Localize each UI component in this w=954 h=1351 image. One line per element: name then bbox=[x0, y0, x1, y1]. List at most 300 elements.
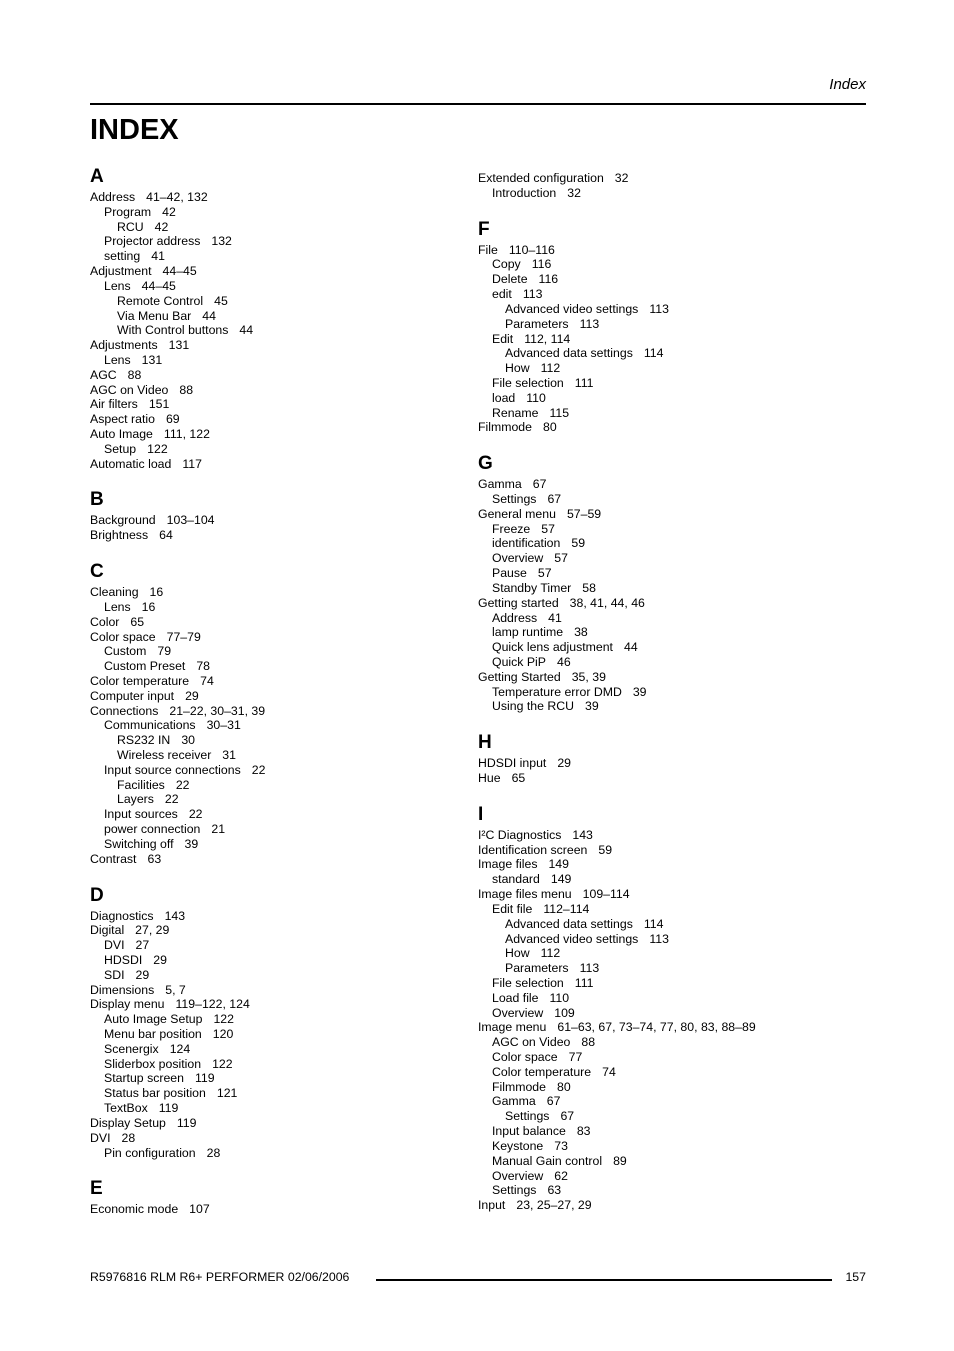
index-entry bbox=[478, 243, 848, 258]
index-entry-pages[interactable]: 22 bbox=[175, 777, 190, 792]
index-entry bbox=[90, 397, 460, 412]
index-entry bbox=[90, 338, 460, 353]
index-section-letter: I bbox=[478, 803, 484, 825]
index-entry-term: How bbox=[505, 361, 530, 376]
index-entry-term: Lens bbox=[104, 352, 131, 367]
index-entry-term: Aspect ratio bbox=[90, 412, 155, 427]
index-entry-pages[interactable]: 21–22, 30–31, 39 bbox=[169, 703, 266, 718]
index-entry bbox=[478, 1094, 848, 1109]
index-entry-pages[interactable]: 131 bbox=[168, 338, 190, 353]
index-entry bbox=[478, 581, 848, 596]
index-entry-term: Contrast bbox=[90, 851, 137, 866]
index-entry bbox=[478, 961, 848, 976]
index-entry bbox=[478, 685, 848, 700]
index-entry-pages[interactable]: 103–104 bbox=[166, 513, 215, 528]
index-entry-term: Diagnostics bbox=[90, 908, 154, 923]
index-entry bbox=[90, 983, 460, 998]
index-entry-pages[interactable]: 119 bbox=[176, 1115, 197, 1130]
index-entry bbox=[90, 909, 460, 924]
index-entry-term: DVI bbox=[90, 1130, 111, 1145]
index-entry bbox=[90, 630, 460, 645]
index-entry-term: AGC bbox=[90, 367, 117, 382]
index-entry-pages[interactable]: 151 bbox=[148, 397, 170, 412]
index-entry-pages[interactable]: 113 bbox=[522, 287, 543, 302]
index-entry-term: Auto Image Setup bbox=[104, 1012, 203, 1027]
index-entry-pages[interactable]: 57 bbox=[537, 566, 552, 581]
index-entry-term: How bbox=[505, 946, 530, 961]
index-entry-pages[interactable]: 39 bbox=[184, 836, 199, 851]
index-section-letter: B bbox=[90, 489, 104, 511]
index-entry-term: Image menu bbox=[478, 1020, 547, 1035]
index-entry-pages[interactable]: 74 bbox=[200, 673, 214, 688]
index-entry-pages[interactable]: 57 bbox=[541, 521, 555, 536]
index-entry bbox=[90, 748, 460, 763]
index-entry-pages[interactable]: 44 bbox=[202, 308, 216, 323]
index-entry-pages[interactable]: 22 bbox=[251, 762, 266, 777]
index-entry bbox=[478, 551, 848, 566]
index-entry bbox=[478, 361, 848, 376]
index-entry-pages[interactable]: 88 bbox=[581, 1035, 596, 1050]
index-entry bbox=[478, 976, 848, 991]
index-entry bbox=[90, 1086, 460, 1101]
index-entry bbox=[90, 968, 460, 983]
index-entry-term: Via Menu Bar bbox=[117, 308, 192, 323]
index-entry-term: Automatic load bbox=[90, 456, 172, 471]
index-entry-pages[interactable]: 39 bbox=[585, 699, 599, 714]
index-entry bbox=[90, 1146, 460, 1161]
index-entry bbox=[478, 756, 848, 771]
index-entry-term: DVI bbox=[104, 938, 125, 953]
index-entry bbox=[90, 1012, 460, 1027]
index-entry-pages[interactable]: 114 bbox=[643, 346, 664, 361]
index-entry-pages[interactable]: 44–45 bbox=[162, 264, 197, 279]
index-entry-pages[interactable]: 119–122, 124 bbox=[175, 997, 250, 1012]
index-entry-pages[interactable]: 65 bbox=[511, 771, 526, 785]
index-entry bbox=[478, 391, 848, 406]
index-entry-pages[interactable]: 44 bbox=[623, 640, 638, 655]
index-entry bbox=[90, 220, 460, 235]
index-entry-pages[interactable]: 111, 122 bbox=[163, 427, 210, 441]
index-entry bbox=[90, 953, 460, 968]
index-entry-pages[interactable]: 110–116 bbox=[508, 242, 555, 257]
index-entry bbox=[478, 1109, 848, 1124]
index-entry-term: Identification screen bbox=[478, 842, 588, 857]
index-entry-pages[interactable]: 73 bbox=[554, 1138, 568, 1153]
index-entry bbox=[478, 857, 848, 872]
index-entry-pages[interactable]: 111 bbox=[574, 975, 594, 990]
index-entry bbox=[478, 566, 848, 581]
index-entry bbox=[90, 1057, 460, 1072]
index-section bbox=[478, 732, 848, 786]
index-entry-pages[interactable]: 67 bbox=[547, 492, 562, 506]
index-entry bbox=[90, 763, 460, 778]
index-entry bbox=[478, 828, 848, 843]
index-entry-term: I²C Diagnostics bbox=[478, 827, 562, 842]
index-entry-term: Brightness bbox=[90, 528, 149, 543]
index-entry-pages[interactable]: 113 bbox=[649, 931, 669, 946]
index-entry-pages[interactable]: 39 bbox=[632, 684, 647, 699]
index-entry bbox=[478, 1065, 848, 1080]
index-entry-term: Freeze bbox=[492, 521, 531, 536]
index-entry bbox=[90, 852, 460, 867]
index-entry-pages[interactable]: 122 bbox=[147, 441, 168, 456]
index-entry-pages[interactable]: 80 bbox=[556, 1079, 571, 1094]
index-entry-pages[interactable]: 41 bbox=[151, 249, 165, 264]
index-entry-term: edit bbox=[492, 287, 512, 302]
index-entry-pages[interactable]: 5, 7 bbox=[165, 982, 186, 997]
index-entry-term: Adjustments bbox=[90, 338, 158, 353]
index-column-right bbox=[478, 171, 848, 1213]
page-title: INDEX bbox=[90, 114, 179, 146]
index-entry-pages[interactable]: 143 bbox=[572, 827, 593, 842]
index-entry-pages[interactable]: 57 bbox=[554, 551, 568, 566]
index-entry bbox=[478, 477, 848, 492]
index-entry-term: Keystone bbox=[492, 1138, 544, 1153]
index-entry-term: Projector address bbox=[104, 234, 201, 249]
index-entry bbox=[478, 902, 848, 917]
index-entry bbox=[90, 704, 460, 719]
index-entry-pages[interactable]: 83 bbox=[576, 1124, 591, 1139]
index-entry-term: File bbox=[478, 242, 498, 257]
index-entry bbox=[478, 406, 848, 421]
index-entry-term: setting bbox=[104, 249, 141, 264]
index-entry-pages[interactable]: 22 bbox=[164, 792, 179, 807]
index-entry-pages[interactable]: 78 bbox=[196, 659, 211, 674]
index-entry-pages[interactable]: 113 bbox=[579, 316, 600, 331]
index-entry-term: Pause bbox=[492, 566, 527, 581]
index-entry-pages[interactable]: 89 bbox=[613, 1153, 627, 1168]
index-entry bbox=[90, 412, 460, 427]
index-entry bbox=[90, 323, 460, 338]
index-entry-pages[interactable]: 88 bbox=[179, 382, 194, 397]
index-entry bbox=[478, 872, 848, 887]
index-entry bbox=[90, 294, 460, 309]
index-entry-pages[interactable]: 59 bbox=[571, 536, 586, 551]
index-entry bbox=[90, 659, 460, 674]
index-entry-pages[interactable]: 44 bbox=[239, 323, 254, 338]
index-entry bbox=[90, 368, 460, 383]
index-entry-term: Using the RCU bbox=[492, 699, 575, 714]
index-entry-pages[interactable]: 23, 25–27, 29 bbox=[516, 1198, 592, 1213]
index-entry bbox=[90, 190, 460, 205]
index-entry-term: Lens bbox=[104, 599, 131, 614]
index-section-letter: F bbox=[478, 218, 490, 240]
index-entry bbox=[478, 332, 848, 347]
index-entry-pages[interactable]: 121 bbox=[216, 1086, 238, 1101]
index-entry-pages[interactable]: 69 bbox=[165, 412, 180, 427]
index-entry-pages[interactable]: 119 bbox=[158, 1101, 179, 1116]
index-entry-pages[interactable]: 59 bbox=[598, 842, 613, 857]
index-entry-pages[interactable]: 32 bbox=[614, 171, 629, 185]
index-entry-pages[interactable]: 115 bbox=[549, 405, 570, 420]
index-entry-pages[interactable]: 116 bbox=[531, 257, 552, 272]
index-entry bbox=[478, 932, 848, 947]
index-entry-pages[interactable]: 29 bbox=[135, 967, 150, 982]
index-entry-pages[interactable]: 64 bbox=[159, 528, 173, 543]
index-entry-term: Overview bbox=[492, 551, 544, 566]
index-entry-pages[interactable]: 31 bbox=[222, 748, 236, 762]
index-entry-term: Custom bbox=[104, 644, 147, 659]
index-entry-pages[interactable]: 63 bbox=[147, 851, 162, 866]
index-entry-pages[interactable]: 88 bbox=[127, 367, 142, 382]
index-entry bbox=[478, 1050, 848, 1065]
index-entry bbox=[478, 946, 848, 961]
index-entry bbox=[478, 887, 848, 902]
index-entry bbox=[478, 536, 848, 551]
index-entry-pages[interactable]: 27, 29 bbox=[135, 923, 170, 938]
running-header-title: Index bbox=[829, 76, 866, 93]
index-entry-pages[interactable]: 122 bbox=[212, 1056, 233, 1071]
index-entry-pages[interactable]: 116 bbox=[538, 272, 559, 287]
index-entry-pages[interactable]: 112 bbox=[540, 361, 561, 376]
index-entry bbox=[478, 991, 848, 1006]
index-entry bbox=[90, 309, 460, 324]
index-entry bbox=[478, 492, 848, 507]
index-entry-pages[interactable]: 61–63, 67, 73–74, 77, 80, 83, 88–89 bbox=[557, 1020, 756, 1035]
index-entry-term: Edit file bbox=[492, 901, 533, 916]
index-entry-term: Copy bbox=[492, 257, 521, 272]
index-entry-term: Filmmode bbox=[478, 420, 532, 435]
index-entry bbox=[478, 522, 848, 537]
index-entry bbox=[90, 234, 460, 249]
index-entry-pages[interactable]: 143 bbox=[164, 908, 186, 923]
index-entry-term: Display Setup bbox=[90, 1115, 166, 1130]
index-entry bbox=[90, 718, 460, 733]
index-entry-term: Standby Timer bbox=[492, 580, 572, 595]
index-entry-pages[interactable]: 41 bbox=[548, 610, 562, 625]
index-entry bbox=[90, 807, 460, 822]
index-entry bbox=[478, 257, 848, 272]
index-entry bbox=[478, 640, 848, 655]
index-entry-pages[interactable]: 30–31 bbox=[206, 718, 241, 733]
index-entry-term: lamp runtime bbox=[492, 625, 564, 640]
index-entry-pages[interactable]: 41–42, 132 bbox=[146, 190, 208, 204]
index-entry-pages[interactable]: 111 bbox=[574, 375, 594, 390]
index-entry-pages[interactable]: 80 bbox=[542, 420, 557, 435]
index-entry-term: Gamma bbox=[478, 477, 522, 492]
index-entry bbox=[478, 346, 848, 361]
index-entry-pages[interactable]: 67 bbox=[532, 477, 547, 492]
index-entry bbox=[478, 917, 848, 932]
index-entry bbox=[478, 655, 848, 670]
index-entry-term: Dimensions bbox=[90, 982, 155, 997]
index-entry-term: Settings bbox=[505, 1109, 550, 1124]
index-entry-pages[interactable]: 67 bbox=[546, 1094, 561, 1109]
index-entry-pages[interactable]: 35, 39 bbox=[571, 669, 606, 684]
index-entry-pages[interactable]: 120 bbox=[212, 1027, 234, 1041]
index-entry-pages[interactable]: 79 bbox=[157, 644, 172, 659]
index-entry-pages[interactable]: 45 bbox=[214, 293, 228, 308]
index-entry-pages[interactable]: 112 bbox=[540, 946, 561, 961]
footer-document-reference: R5976816 RLM R6+ PERFORMER 02/06/2006 bbox=[90, 1270, 350, 1284]
index-section-letter: G bbox=[478, 453, 493, 475]
index-entry bbox=[478, 507, 848, 522]
index-entry-term: Pin configuration bbox=[104, 1145, 196, 1160]
index-entry-term: Getting Started bbox=[478, 669, 561, 684]
index-entry-term: Facilities bbox=[117, 777, 165, 792]
index-entry-term: HDSDI input bbox=[478, 756, 547, 771]
index-entry-pages[interactable]: 42 bbox=[154, 219, 169, 234]
index-entry-pages[interactable]: 57–59 bbox=[566, 506, 602, 521]
index-entry bbox=[90, 1027, 460, 1042]
index-entry-pages[interactable]: 124 bbox=[169, 1041, 191, 1056]
index-entry-pages[interactable]: 29 bbox=[153, 952, 167, 967]
index-entry-term: Status bar position bbox=[104, 1086, 206, 1101]
index-entry-term: Air filters bbox=[90, 397, 138, 412]
index-entry-term: Color bbox=[90, 614, 120, 629]
index-entry-term: Background bbox=[90, 513, 156, 528]
index-entry-pages[interactable]: 113 bbox=[649, 301, 669, 316]
index-entry bbox=[90, 442, 460, 457]
index-entry-pages[interactable]: 112, 114 bbox=[524, 331, 571, 346]
index-entry-pages[interactable]: 67 bbox=[560, 1109, 575, 1124]
index-entry-pages[interactable]: 63 bbox=[547, 1183, 562, 1198]
index-entry-term: Quick lens adjustment bbox=[492, 640, 613, 655]
index-entry-term: Hue bbox=[478, 771, 501, 785]
index-entry-pages[interactable]: 58 bbox=[582, 580, 596, 595]
index-entry-pages[interactable]: 119 bbox=[194, 1071, 215, 1086]
footer-page-number: 157 bbox=[845, 1270, 866, 1284]
index-entry bbox=[478, 843, 848, 858]
index-entry-pages[interactable]: 27 bbox=[135, 938, 150, 953]
index-entry-term: Edit bbox=[492, 331, 514, 346]
index-entry-pages[interactable]: 122 bbox=[213, 1012, 234, 1027]
index-entry-pages[interactable]: 110 bbox=[549, 990, 570, 1005]
index-entry bbox=[90, 837, 460, 852]
index-entry-term: Layers bbox=[117, 792, 154, 807]
footer-rule bbox=[376, 1279, 832, 1281]
index-entry-term: Scenergix bbox=[104, 1041, 159, 1056]
index-entry bbox=[90, 249, 460, 264]
index-entry-pages[interactable]: 28 bbox=[206, 1145, 221, 1160]
index-entry-term: Input bbox=[478, 1198, 506, 1213]
index-entry-pages[interactable]: 109–114 bbox=[582, 887, 630, 902]
index-entry-pages[interactable]: 44–45 bbox=[141, 278, 176, 293]
index-entry bbox=[478, 420, 848, 435]
index-entry bbox=[90, 264, 460, 279]
index-entry-term: Extended configuration bbox=[478, 171, 604, 185]
index-entry bbox=[90, 674, 460, 689]
index-section-letter: C bbox=[90, 561, 104, 583]
index-entry-term: identification bbox=[492, 536, 561, 551]
index-entry bbox=[478, 1139, 848, 1154]
index-column-left bbox=[90, 166, 460, 1217]
index-entry-term: Input source connections bbox=[104, 762, 241, 777]
index-entry-term: AGC on Video bbox=[90, 382, 169, 397]
index-entry-term: Custom Preset bbox=[104, 659, 186, 674]
index-entry bbox=[478, 625, 848, 640]
index-entry bbox=[90, 1116, 460, 1131]
index-entry bbox=[90, 938, 460, 953]
index-entry-pages[interactable]: 38, 41, 44, 46 bbox=[569, 595, 645, 610]
index-entry bbox=[478, 596, 848, 611]
index-entry-pages[interactable]: 29 bbox=[557, 756, 572, 771]
index-entry-pages[interactable]: 109 bbox=[554, 1005, 575, 1020]
index-entry-pages[interactable]: 28 bbox=[121, 1130, 136, 1145]
index-entry-pages[interactable]: 77–79 bbox=[166, 629, 201, 644]
index-entry-pages[interactable]: 32 bbox=[567, 185, 581, 200]
index-entry-term: Rename bbox=[492, 405, 539, 420]
index-entry-pages[interactable]: 114 bbox=[643, 916, 664, 931]
index-entry bbox=[478, 699, 848, 714]
index-entry-pages[interactable]: 30 bbox=[181, 733, 196, 748]
index-entry bbox=[90, 279, 460, 294]
index-section bbox=[478, 171, 848, 201]
index-entry-term: Temperature error DMD bbox=[492, 684, 622, 699]
index-entry bbox=[478, 376, 848, 391]
index-entry-pages[interactable]: 22 bbox=[188, 807, 203, 822]
index-entry-pages[interactable]: 16 bbox=[149, 585, 164, 600]
index-entry bbox=[478, 302, 848, 317]
index-entry-pages[interactable]: 113 bbox=[579, 961, 600, 976]
index-entry-pages[interactable]: 117 bbox=[182, 456, 202, 471]
index-entry-pages[interactable]: 112–114 bbox=[543, 901, 590, 916]
index-entry-term: Startup screen bbox=[104, 1071, 184, 1086]
index-entry-term: Load file bbox=[492, 990, 539, 1005]
index-entry-pages[interactable]: 149 bbox=[550, 872, 572, 887]
index-entry-pages[interactable]: 110 bbox=[526, 390, 546, 405]
index-entry-term: Adjustment bbox=[90, 264, 152, 279]
index-entry bbox=[90, 997, 460, 1012]
index-entry-pages[interactable]: 65 bbox=[130, 614, 145, 629]
index-entry bbox=[90, 923, 460, 938]
index-entry bbox=[478, 1035, 848, 1050]
index-entry-term: Image files menu bbox=[478, 887, 572, 902]
index-entry-term: File selection bbox=[492, 375, 564, 390]
index-entry bbox=[478, 287, 848, 302]
index-entry bbox=[478, 1124, 848, 1139]
index-entry bbox=[478, 186, 848, 201]
index-entry-pages[interactable]: 131 bbox=[141, 352, 163, 367]
index-entry-term: load bbox=[492, 390, 516, 405]
index-entry-term: standard bbox=[492, 872, 540, 887]
index-entry-pages[interactable]: 149 bbox=[548, 857, 569, 872]
index-entry bbox=[90, 528, 460, 543]
index-entry-term: Address bbox=[90, 190, 136, 204]
index-entry-term: Wireless receiver bbox=[117, 748, 212, 762]
index-entry-pages[interactable]: 29 bbox=[185, 688, 199, 703]
index-section bbox=[90, 489, 460, 543]
index-entry bbox=[478, 670, 848, 685]
index-entry-term: Overview bbox=[492, 1005, 544, 1020]
index-entry bbox=[478, 1020, 848, 1035]
index-entry-pages[interactable]: 132 bbox=[211, 234, 232, 249]
index-entry bbox=[90, 383, 460, 398]
index-entry-pages[interactable]: 42 bbox=[162, 204, 176, 219]
index-entry-term: SDI bbox=[104, 967, 125, 982]
index-entry-term: Color temperature bbox=[492, 1064, 592, 1079]
index-section-letter: H bbox=[478, 732, 492, 754]
index-entry-pages[interactable]: 107 bbox=[189, 1202, 210, 1217]
index-entry-pages[interactable]: 21 bbox=[211, 822, 226, 837]
index-entry-pages[interactable]: 16 bbox=[141, 599, 156, 614]
index-entry-pages[interactable]: 38 bbox=[574, 625, 588, 640]
index-entry-pages[interactable]: 62 bbox=[554, 1168, 568, 1183]
index-entry-pages[interactable]: 74 bbox=[602, 1064, 616, 1079]
index-entry bbox=[478, 771, 848, 786]
index-entry bbox=[90, 1101, 460, 1116]
index-section bbox=[478, 219, 848, 436]
index-entry-term: Program bbox=[104, 204, 152, 219]
index-entry-pages[interactable]: 77 bbox=[568, 1050, 583, 1064]
index-entry-term: Advanced data settings bbox=[505, 916, 633, 931]
index-entry bbox=[478, 1183, 848, 1198]
index-entry bbox=[90, 689, 460, 704]
index-entry-pages[interactable]: 46 bbox=[557, 654, 571, 669]
index-entry-term: Lens bbox=[104, 278, 131, 293]
index-entry bbox=[478, 1169, 848, 1184]
index-entry bbox=[90, 1131, 460, 1146]
